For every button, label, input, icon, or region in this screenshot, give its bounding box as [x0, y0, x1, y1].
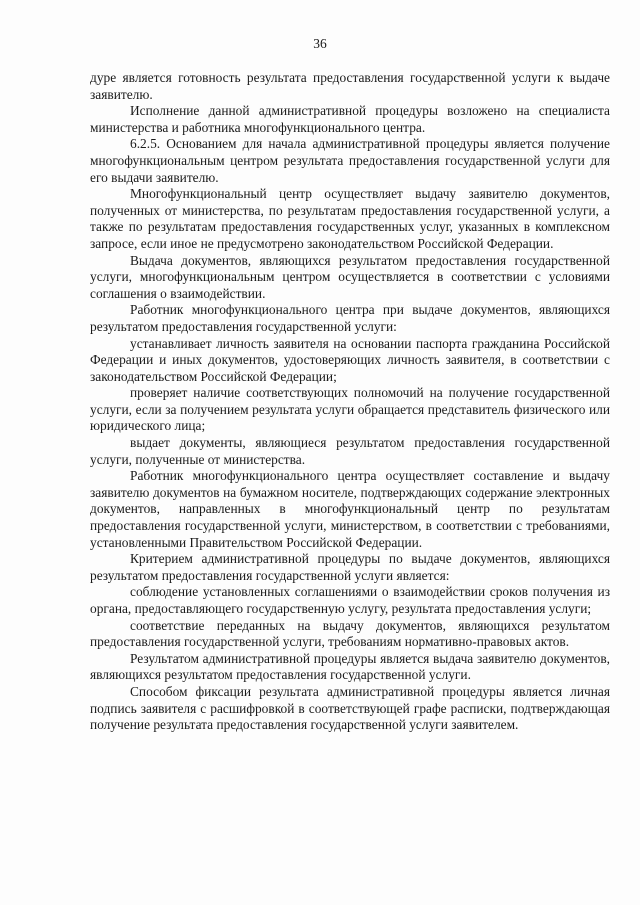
paragraph: соблюдение установленных соглашениями о взаимодействии сроков получения из органа, предоставляющего государственную услугу, результата предоставления услуги; [90, 584, 610, 616]
paragraph: Многофункциональный центр осуществляет выдачу заявителю документов, полученных от министерства, по результатам предоставления государственной услуги, а также по результатам предоставления государственных услуг, указанных в комплексном запросе, если иное не предусмотрено законодательством Российской Федерации. [90, 186, 610, 251]
paragraph: Способом фиксации результата административной процедуры является личная подпись заявителя с расшифровкой в соответствующей графе расписки, подтверждающая получение результата предоставления государственной услуги заявителем. [90, 683, 610, 733]
paragraph: Результатом административной процедуры является выдача заявителю документов, являющихся результатом предоставления государственной услуги. [90, 650, 610, 683]
page-number: 36 [313, 36, 327, 51]
paragraph: Работник многофункционального центра осуществляет составление и выдачу заявителю документов на бумажном носителе, подтверждающих содержание электронных документов, направленных в многофункциональный центр по результатам предоставления государственной услуги, министерством, в соответствии с требованиями, установленными Правительством Российской Федерации. [90, 468, 610, 550]
paragraph: Критерием административной процедуры по выдаче документов, являющихся результатом предоставления государственной услуги является: [90, 551, 610, 583]
paragraph: Выдача документов, являющихся результатом предоставления государственной услуги, многофункциональным центром осуществляется в соответствии с условиями соглашения о взаимодействии. [90, 252, 610, 301]
paragraph: Работник многофункционального центра при выдаче документов, являющихся результатом предоставления государственной услуги: [90, 302, 610, 334]
paragraph: проверяет наличие соответствующих полномочий на получение государственной услуги, если за получением результата услуги обращается представитель физического или юридического лица; [90, 385, 610, 434]
paragraph: выдает документы, являющиеся результатом предоставления государственной услуги, полученные от министерства. [90, 435, 610, 467]
paragraph: дуре является готовность результата предоставления государственной услуги к выдаче заявителю. [90, 70, 610, 102]
paragraph: 6.2.5. Основанием для начала административной процедуры является получение многофункциональным центром результата предоставления государственной услуги для его выдачи заявителю. [90, 136, 610, 185]
document-body [90, 70, 610, 734]
paragraph: устанавливает личность заявителя на основании паспорта гражданина Российской Федерации и иных документов, удостоверяющих личность заявителя, в соответствии с законодательством Российской Федерации; [90, 335, 610, 384]
paragraph: Исполнение данной административной процедуры возложено на специалиста министерства и работника многофункционального центра. [90, 103, 610, 135]
paragraph: соответствие переданных на выдачу документов, являющихся результатом предоставления государственной услуги, требованиям нормативно-правовых актов. [90, 617, 610, 650]
